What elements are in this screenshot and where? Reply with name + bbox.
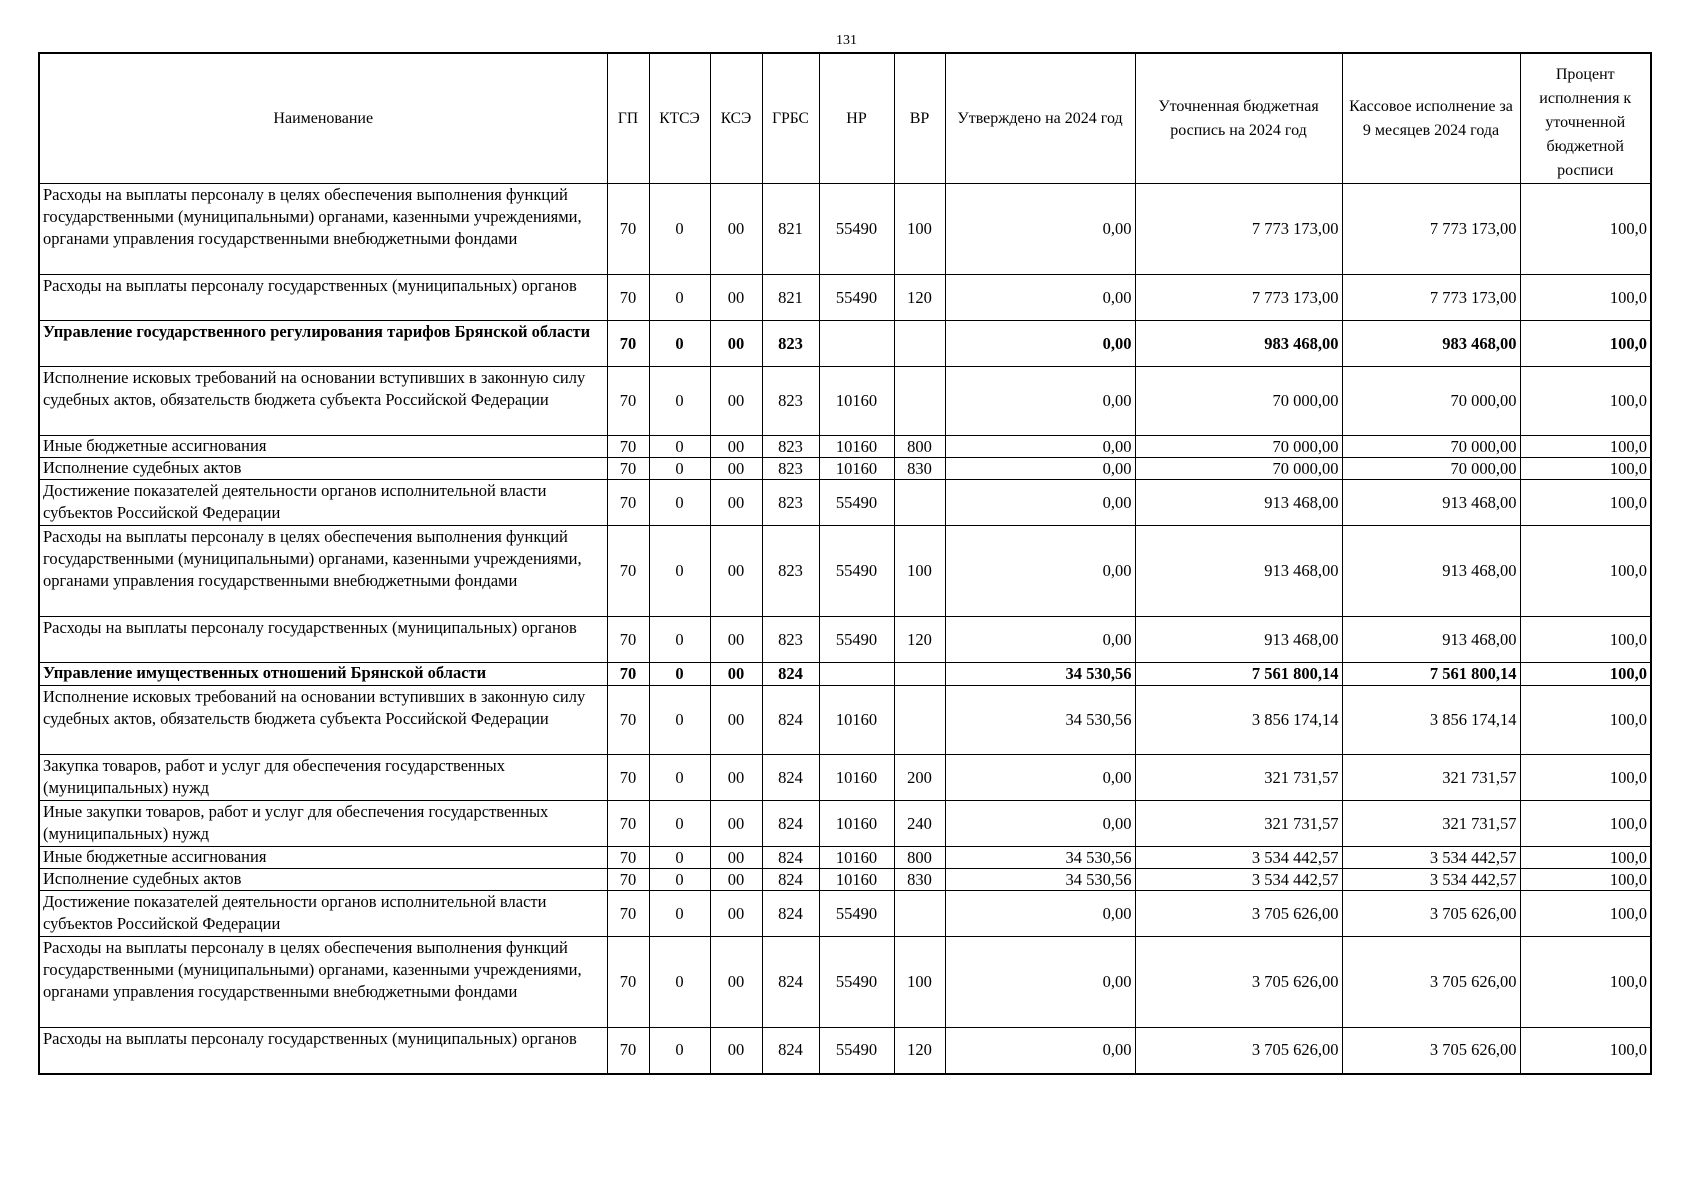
cell-refined: 7 773 173,00: [1135, 184, 1342, 275]
cell-approved: 0,00: [945, 275, 1135, 321]
cell-percent: 100,0: [1520, 367, 1651, 436]
cell-name: Управление имущественных отношений Брянской области: [39, 663, 607, 686]
cell-ktse: 0: [649, 891, 710, 937]
cell-nr: 10160: [819, 755, 894, 801]
cell-kse: 00: [710, 480, 762, 526]
cell-approved: 0,00: [945, 937, 1135, 1028]
cell-cash: 3 705 626,00: [1342, 1028, 1520, 1074]
cell-gp: 70: [607, 526, 649, 617]
cell-cash: 7 773 173,00: [1342, 275, 1520, 321]
cell-cash: 70 000,00: [1342, 458, 1520, 480]
cell-nr: 55490: [819, 937, 894, 1028]
cell-percent: 100,0: [1520, 686, 1651, 755]
cell-grbs: 823: [762, 321, 819, 367]
cell-name: Иные закупки товаров, работ и услуг для обеспечения государственных (муниципальных) нужд: [39, 801, 607, 847]
cell-refined: 70 000,00: [1135, 458, 1342, 480]
cell-percent: 100,0: [1520, 458, 1651, 480]
cell-kse: 00: [710, 184, 762, 275]
cell-gp: 70: [607, 275, 649, 321]
cell-name: Исполнение исковых требований на основании вступивших в законную силу судебных актов, обязательств бюджета субъекта Российской Федерации: [39, 367, 607, 436]
cell-refined: 3 534 442,57: [1135, 847, 1342, 869]
table-body: [39, 184, 1651, 1074]
cell-cash: 3 705 626,00: [1342, 891, 1520, 937]
cell-grbs: 824: [762, 937, 819, 1028]
table-row: [39, 458, 1651, 480]
cell-name: Исполнение исковых требований на основании вступивших в законную силу судебных актов, обязательств бюджета субъекта Российской Федерации: [39, 686, 607, 755]
cell-nr: 55490: [819, 184, 894, 275]
cell-approved: 0,00: [945, 436, 1135, 458]
cell-gp: 70: [607, 367, 649, 436]
cell-refined: 70 000,00: [1135, 436, 1342, 458]
cell-grbs: 824: [762, 869, 819, 891]
cell-approved: 0,00: [945, 321, 1135, 367]
cell-ktse: 0: [649, 367, 710, 436]
cell-ktse: 0: [649, 436, 710, 458]
cell-grbs: 824: [762, 847, 819, 869]
cell-ktse: 0: [649, 663, 710, 686]
cell-approved: 0,00: [945, 367, 1135, 436]
cell-kse: 00: [710, 275, 762, 321]
page-number: 131: [836, 33, 857, 48]
cell-nr: [819, 663, 894, 686]
table-row: [39, 367, 1651, 436]
cell-percent: 100,0: [1520, 436, 1651, 458]
cell-name: Расходы на выплаты персоналу в целях обеспечения выполнения функций государственными (муниципальными) органами, казенными учреждениями, органами управления государственными внебюджетными фондами: [39, 937, 607, 1028]
cell-kse: 00: [710, 686, 762, 755]
table-row: [39, 275, 1651, 321]
cell-vr: 100: [894, 526, 945, 617]
cell-refined: 3 534 442,57: [1135, 869, 1342, 891]
cell-ktse: 0: [649, 686, 710, 755]
header-ktse: КТСЭ: [649, 53, 710, 184]
cell-grbs: 823: [762, 526, 819, 617]
cell-kse: 00: [710, 891, 762, 937]
header-grbs: ГРБС: [762, 53, 819, 184]
cell-nr: 10160: [819, 367, 894, 436]
cell-grbs: 824: [762, 755, 819, 801]
header-refined: [1135, 53, 1342, 184]
cell-gp: 70: [607, 436, 649, 458]
cell-ktse: 0: [649, 275, 710, 321]
cell-gp: 70: [607, 184, 649, 275]
cell-ktse: 0: [649, 526, 710, 617]
cell-vr: 800: [894, 847, 945, 869]
table-row: [39, 184, 1651, 275]
cell-nr: 10160: [819, 686, 894, 755]
cell-refined: 321 731,57: [1135, 801, 1342, 847]
cell-percent: 100,0: [1520, 755, 1651, 801]
cell-ktse: 0: [649, 755, 710, 801]
cell-percent: 100,0: [1520, 937, 1651, 1028]
cell-grbs: 823: [762, 617, 819, 663]
cell-refined: 7 773 173,00: [1135, 275, 1342, 321]
cell-gp: 70: [607, 937, 649, 1028]
cell-grbs: 824: [762, 891, 819, 937]
cell-name: Иные бюджетные ассигнования: [39, 847, 607, 869]
table-row: [39, 847, 1651, 869]
cell-kse: 00: [710, 869, 762, 891]
header-cash: [1342, 53, 1520, 184]
cell-percent: 100,0: [1520, 847, 1651, 869]
cell-vr: [894, 891, 945, 937]
cell-refined: 3 705 626,00: [1135, 937, 1342, 1028]
cell-name: Расходы на выплаты персоналу в целях обеспечения выполнения функций государственными (муниципальными) органами, казенными учреждениями, органами управления государственными внебюджетными фондами: [39, 526, 607, 617]
table-row: [39, 891, 1651, 937]
cell-ktse: 0: [649, 937, 710, 1028]
cell-gp: 70: [607, 801, 649, 847]
cell-kse: 00: [710, 436, 762, 458]
cell-gp: 70: [607, 663, 649, 686]
cell-refined: 70 000,00: [1135, 367, 1342, 436]
table-row: [39, 869, 1651, 891]
cell-cash: 70 000,00: [1342, 367, 1520, 436]
cell-approved: 0,00: [945, 526, 1135, 617]
cell-vr: [894, 686, 945, 755]
cell-ktse: 0: [649, 801, 710, 847]
cell-gp: 70: [607, 321, 649, 367]
cell-grbs: 824: [762, 663, 819, 686]
cell-nr: 55490: [819, 891, 894, 937]
cell-percent: 100,0: [1520, 1028, 1651, 1074]
cell-ktse: 0: [649, 617, 710, 663]
cell-ktse: 0: [649, 480, 710, 526]
cell-cash: 7 773 173,00: [1342, 184, 1520, 275]
cell-percent: 100,0: [1520, 617, 1651, 663]
cell-nr: 55490: [819, 526, 894, 617]
cell-vr: [894, 480, 945, 526]
table-row: [39, 526, 1651, 617]
cell-vr: 120: [894, 617, 945, 663]
cell-kse: 00: [710, 321, 762, 367]
cell-grbs: 821: [762, 184, 819, 275]
cell-kse: 00: [710, 617, 762, 663]
cell-kse: 00: [710, 663, 762, 686]
cell-approved: 0,00: [945, 184, 1135, 275]
table-row: [39, 1028, 1651, 1074]
cell-nr: 10160: [819, 436, 894, 458]
cell-grbs: 821: [762, 275, 819, 321]
cell-vr: [894, 367, 945, 436]
table-header-row: [39, 53, 1651, 184]
cell-approved: 34 530,56: [945, 686, 1135, 755]
table-row: [39, 801, 1651, 847]
cell-refined: 3 705 626,00: [1135, 891, 1342, 937]
cell-ktse: 0: [649, 847, 710, 869]
cell-kse: 00: [710, 526, 762, 617]
cell-vr: 830: [894, 869, 945, 891]
cell-refined: 3 856 174,14: [1135, 686, 1342, 755]
cell-gp: 70: [607, 755, 649, 801]
cell-nr: 55490: [819, 275, 894, 321]
cell-percent: 100,0: [1520, 275, 1651, 321]
cell-percent: 100,0: [1520, 184, 1651, 275]
cell-grbs: 823: [762, 436, 819, 458]
cell-gp: 70: [607, 686, 649, 755]
cell-cash: 3 534 442,57: [1342, 847, 1520, 869]
cell-percent: 100,0: [1520, 869, 1651, 891]
cell-kse: 00: [710, 367, 762, 436]
cell-approved: 34 530,56: [945, 869, 1135, 891]
cell-cash: 913 468,00: [1342, 617, 1520, 663]
cell-cash: 7 561 800,14: [1342, 663, 1520, 686]
cell-nr: 10160: [819, 869, 894, 891]
cell-ktse: 0: [649, 321, 710, 367]
cell-gp: 70: [607, 617, 649, 663]
cell-vr: 120: [894, 1028, 945, 1074]
table-row: [39, 755, 1651, 801]
cell-approved: 0,00: [945, 891, 1135, 937]
cell-refined: 913 468,00: [1135, 617, 1342, 663]
cell-approved: 0,00: [945, 1028, 1135, 1074]
cell-name: Достижение показателей деятельности органов исполнительной власти субъектов Российской Федерации: [39, 480, 607, 526]
cell-vr: 800: [894, 436, 945, 458]
cell-gp: 70: [607, 891, 649, 937]
cell-grbs: 823: [762, 458, 819, 480]
cell-ktse: 0: [649, 1028, 710, 1074]
budget-execution-table: [38, 52, 1652, 1075]
cell-gp: 70: [607, 869, 649, 891]
header-refined-text: Уточненная бюджетная роспись на 2024 год: [1158, 97, 1319, 139]
table-row: [39, 436, 1651, 458]
header-approved: [945, 53, 1135, 184]
cell-percent: 100,0: [1520, 526, 1651, 617]
cell-percent: 100,0: [1520, 321, 1651, 367]
cell-cash: 913 468,00: [1342, 526, 1520, 617]
cell-nr: 10160: [819, 801, 894, 847]
cell-vr: 100: [894, 184, 945, 275]
cell-approved: 34 530,56: [945, 847, 1135, 869]
cell-refined: 321 731,57: [1135, 755, 1342, 801]
cell-approved: 0,00: [945, 458, 1135, 480]
cell-nr: 55490: [819, 1028, 894, 1074]
cell-refined: 913 468,00: [1135, 480, 1342, 526]
cell-grbs: 823: [762, 480, 819, 526]
cell-gp: 70: [607, 458, 649, 480]
cell-kse: 00: [710, 847, 762, 869]
cell-percent: 100,0: [1520, 891, 1651, 937]
cell-percent: 100,0: [1520, 663, 1651, 686]
table-row: [39, 617, 1651, 663]
header-name: Наименование: [39, 53, 607, 184]
cell-vr: [894, 663, 945, 686]
header-gp: ГП: [607, 53, 649, 184]
cell-cash: 983 468,00: [1342, 321, 1520, 367]
cell-approved: 0,00: [945, 617, 1135, 663]
header-vr: ВР: [894, 53, 945, 184]
cell-vr: 100: [894, 937, 945, 1028]
cell-name: Расходы на выплаты персоналу государственных (муниципальных) органов: [39, 1028, 607, 1074]
cell-cash: 913 468,00: [1342, 480, 1520, 526]
cell-name: Управление государственного регулирования тарифов Брянской области: [39, 321, 607, 367]
cell-name: Достижение показателей деятельности органов исполнительной власти субъектов Российской Федерации: [39, 891, 607, 937]
cell-percent: 100,0: [1520, 801, 1651, 847]
cell-nr: 55490: [819, 617, 894, 663]
cell-kse: 00: [710, 937, 762, 1028]
cell-name: Закупка товаров, работ и услуг для обеспечения государственных (муниципальных) нужд: [39, 755, 607, 801]
cell-nr: [819, 321, 894, 367]
header-percent-text: Процент исполнения к уточненной бюджетной росписи: [1539, 66, 1632, 179]
cell-cash: 3 534 442,57: [1342, 869, 1520, 891]
cell-grbs: 824: [762, 801, 819, 847]
header-approved-text: Утверждено на 2024 год: [957, 109, 1123, 127]
cell-vr: 240: [894, 801, 945, 847]
table-row: [39, 937, 1651, 1028]
header-nr: НР: [819, 53, 894, 184]
cell-approved: 0,00: [945, 755, 1135, 801]
cell-gp: 70: [607, 847, 649, 869]
header-kse: КСЭ: [710, 53, 762, 184]
cell-vr: 830: [894, 458, 945, 480]
table-row: [39, 480, 1651, 526]
table-row: [39, 663, 1651, 686]
cell-refined: 7 561 800,14: [1135, 663, 1342, 686]
cell-approved: 0,00: [945, 480, 1135, 526]
cell-refined: 913 468,00: [1135, 526, 1342, 617]
cell-kse: 00: [710, 458, 762, 480]
cell-cash: 321 731,57: [1342, 755, 1520, 801]
cell-approved: 0,00: [945, 801, 1135, 847]
cell-name: Исполнение судебных актов: [39, 458, 607, 480]
cell-cash: 3 856 174,14: [1342, 686, 1520, 755]
cell-ktse: 0: [649, 184, 710, 275]
cell-grbs: 824: [762, 686, 819, 755]
cell-cash: 321 731,57: [1342, 801, 1520, 847]
cell-refined: 3 705 626,00: [1135, 1028, 1342, 1074]
cell-vr: 120: [894, 275, 945, 321]
table-row: [39, 686, 1651, 755]
cell-kse: 00: [710, 801, 762, 847]
cell-nr: 55490: [819, 480, 894, 526]
cell-name: Расходы на выплаты персоналу государственных (муниципальных) органов: [39, 617, 607, 663]
cell-vr: 200: [894, 755, 945, 801]
header-cash-text: Кассовое исполнение за 9 месяцев 2024 года: [1349, 97, 1513, 139]
cell-gp: 70: [607, 480, 649, 526]
cell-kse: 00: [710, 755, 762, 801]
cell-ktse: 0: [649, 458, 710, 480]
cell-name: Расходы на выплаты персоналу в целях обеспечения выполнения функций государственными (муниципальными) органами, казенными учреждениями, органами управления государственными внебюджетными фондами: [39, 184, 607, 275]
cell-nr: 10160: [819, 458, 894, 480]
cell-ktse: 0: [649, 869, 710, 891]
cell-vr: [894, 321, 945, 367]
cell-kse: 00: [710, 1028, 762, 1074]
cell-percent: 100,0: [1520, 480, 1651, 526]
header-percent: [1520, 53, 1651, 184]
cell-nr: 10160: [819, 847, 894, 869]
table-row: [39, 321, 1651, 367]
cell-grbs: 823: [762, 367, 819, 436]
cell-name: Иные бюджетные ассигнования: [39, 436, 607, 458]
cell-name: Расходы на выплаты персоналу государственных (муниципальных) органов: [39, 275, 607, 321]
cell-refined: 983 468,00: [1135, 321, 1342, 367]
cell-approved: 34 530,56: [945, 663, 1135, 686]
cell-name: Исполнение судебных актов: [39, 869, 607, 891]
cell-grbs: 824: [762, 1028, 819, 1074]
cell-cash: 70 000,00: [1342, 436, 1520, 458]
cell-cash: 3 705 626,00: [1342, 937, 1520, 1028]
cell-gp: 70: [607, 1028, 649, 1074]
